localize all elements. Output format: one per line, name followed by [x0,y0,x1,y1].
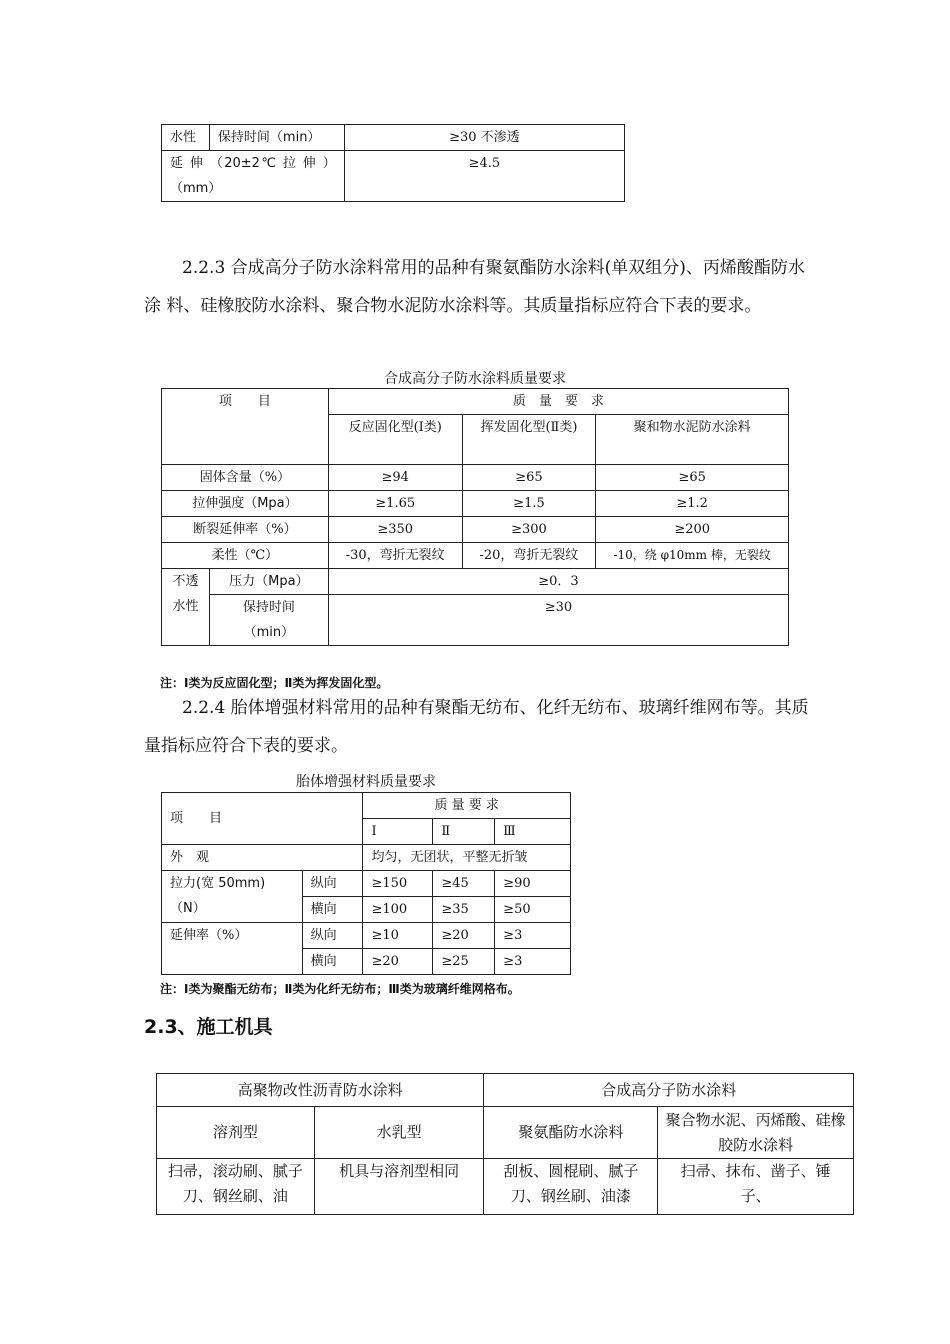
paragraph-2-2-3: 2.2.3 合成高分子防水涂料常用的品种有聚氨酯防水涂料(单双组分)、丙烯酸酯防水涂 料、硅橡胶防水涂料、聚合物水泥防水涂料等。其质量指标应符合下表的要求。 [144,258,805,316]
table-cell: ≥35 [433,897,495,923]
table-cell: ≥350 [328,517,462,543]
header-item: 项 目 [162,793,363,845]
table-cell: ≥100 [363,897,433,923]
table-cell: ≥94 [328,465,462,491]
section-heading: 2.3、施工机具 [144,1016,273,1038]
table-cell: ≥50 [495,897,571,923]
row-label: 固体含量（%） [162,465,329,491]
table-cell: 机具与溶剂型相同 [314,1159,484,1215]
table-cell: 扫帚、抹布、凿子、锤子、 [658,1159,854,1215]
table-cell: ≥3 [495,949,571,975]
table-cell: ≥20 [363,949,433,975]
row-sublabel: 纵向 [302,923,363,949]
table-cell: ≥25 [433,949,495,975]
table-cell: ≥1.5 [462,491,596,517]
table-caption: 胎体增强材料质量要求 [296,774,436,790]
table-caption: 合成高分子防水涂料质量要求 [384,371,566,387]
table-cell: ≥65 [462,465,596,491]
table-cell: ≥0．3 [328,569,788,595]
table-cell: ≥90 [495,871,571,897]
column-header: 聚合物水泥、丙烯酸、硅橡胶防水涂料 [658,1107,854,1159]
column-header: 聚氨酯防水涂料 [484,1107,658,1159]
row-label: 延伸率（%） [162,923,303,975]
table-cell: ≥30 不渗透 [344,125,624,151]
header-type-2: 挥发固化型(Ⅱ类) [462,415,596,465]
table-cell: ≥3 [495,923,571,949]
column-header: 水乳型 [314,1107,484,1159]
row-sublabel: 横向 [302,897,363,923]
synthetic-polymer-coating-table [161,388,789,646]
table-cell: ≥200 [596,517,789,543]
header-class-2: Ⅱ [433,819,495,845]
row-label: 拉伸强度（Mpa） [162,491,329,517]
reinforcement-material-table [161,792,571,975]
table-note: 注：Ⅰ类为反应固化型；Ⅱ类为挥发固化型。 [160,676,389,690]
header-class-3: Ⅲ [495,819,571,845]
row-label: 拉力(宽 50mm)（N） [162,871,303,923]
table-cell: ≥300 [462,517,596,543]
table-cell: 延 伸 （20±2℃ 拉 伸 ）（mm） [162,151,345,202]
construction-tools-table [156,1073,854,1215]
table-cell: 均匀，无团状，平整无折皱 [363,845,571,871]
table-cell: -10，绕 φ10mm 棒，无裂纹 [596,543,789,569]
table-cell: ≥1.2 [596,491,789,517]
table-cell: ≥30 [328,595,788,646]
table-cell: 刮板、圆棍刷、腻子刀、钢丝刷、油漆 [484,1159,658,1215]
table-cell: ≥65 [596,465,789,491]
table-cell: 保持时间（min） [209,125,344,151]
table-cell: 水性 [162,125,210,151]
paragraph-2-2-4: 2.2.4 胎体增强材料常用的品种有聚酯无纺布、化纤无纺布、玻璃纤维网布等。其质量指标应符合下表的要求。 [144,698,809,756]
group-header: 高聚物改性沥青防水涂料 [157,1074,484,1107]
header-type-3: 聚和物水泥防水涂料 [596,415,789,465]
column-header: 溶剂型 [157,1107,315,1159]
table-note: 注：Ⅰ类为聚酯无纺布；Ⅱ类为化纤无纺布；Ⅲ类为玻璃纤维网格布。 [160,982,520,996]
table-cell: ≥4.5 [344,151,624,202]
table-cell: ≥150 [363,871,433,897]
row-sublabel: 纵向 [302,871,363,897]
table-cell: -30，弯折无裂纹 [328,543,462,569]
row-label-impermeable: 不透水性 [162,569,210,646]
header-type-1: 反应固化型(Ⅰ类) [328,415,462,465]
table-cell: ≥20 [433,923,495,949]
row-label: 柔性（℃） [162,543,329,569]
row-sublabel: 横向 [302,949,363,975]
header-class-1: Ⅰ [363,819,433,845]
row-label: 压力（Mpa） [209,569,328,595]
table-cell: -20，弯折无裂纹 [462,543,596,569]
table-cell: ≥1.65 [328,491,462,517]
header-quality: 质 量 要 求 [363,793,571,819]
header-quality: 质 量 要 求 [328,389,788,415]
table-cell: ≥45 [433,871,495,897]
row-label: 保持时间（min） [209,595,328,646]
group-header: 合成高分子防水涂料 [484,1074,854,1107]
table-cell: ≥10 [363,923,433,949]
row-label: 断裂延伸率（%） [162,517,329,543]
row-label: 外 观 [162,845,363,871]
table-continuation [161,124,625,202]
header-item: 项 目 [162,389,329,465]
table-cell: 扫帚，滚动刷、腻子刀、钢丝刷、油 [157,1159,315,1215]
